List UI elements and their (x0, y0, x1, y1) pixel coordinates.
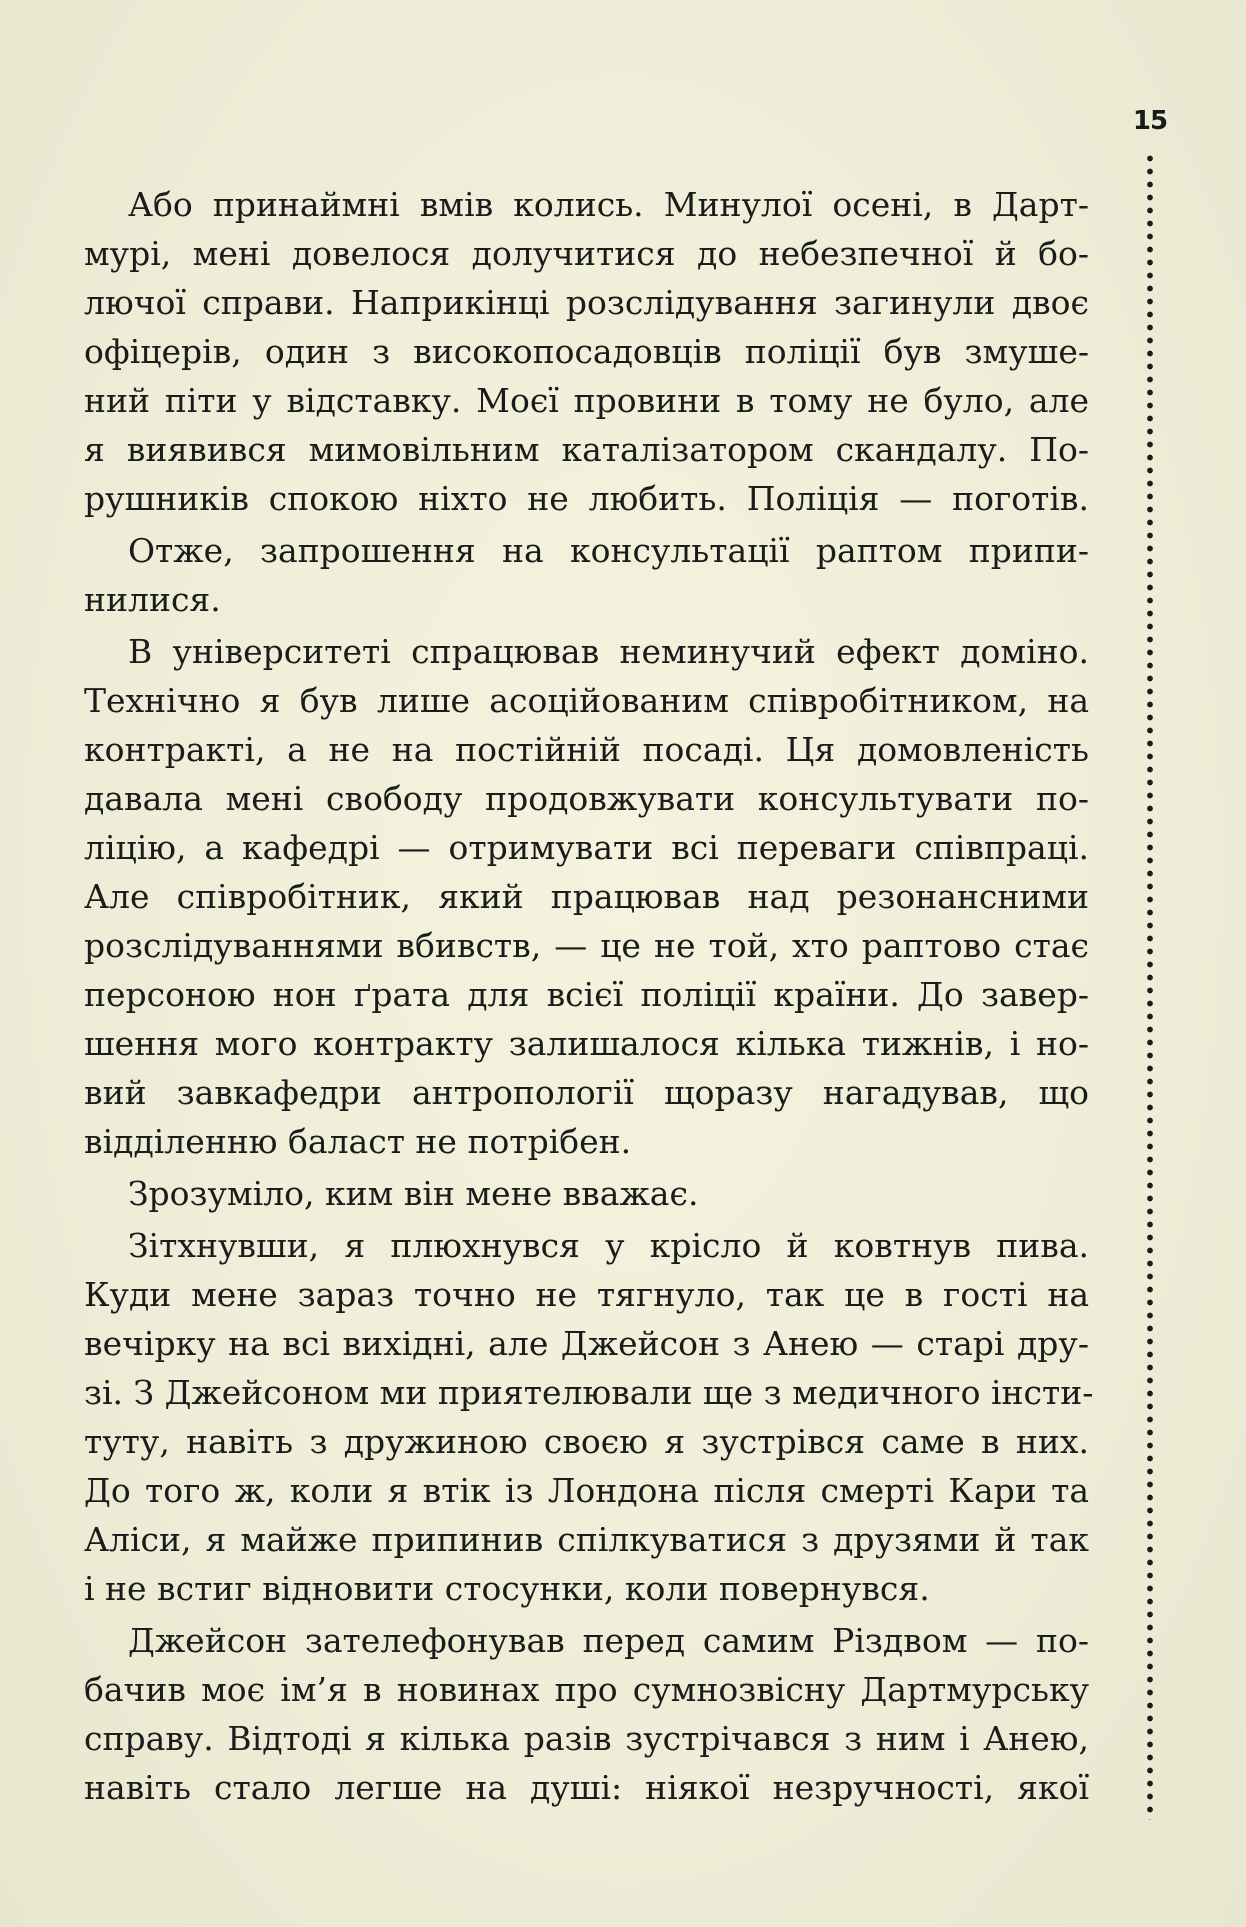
text-line: відділенню баласт не потрібен. (84, 1122, 632, 1161)
text-line: давала мені свободу продовжувати консультувати по- (84, 779, 1089, 818)
text-line: офіцерів, один з високопосадовців поліції був змуше- (84, 332, 1089, 371)
text-line: ний піти у відставку. Моєї провини в тому не було, але (84, 381, 1089, 420)
text-line: Але співробітник, який працював над резонансними (84, 877, 1089, 916)
text-line: Технічно я був лише асоційованим співробітником, на (84, 681, 1089, 720)
text-line: справу. Відтоді я кілька разів зустрічався з ним і Анею, (84, 1719, 1089, 1758)
text-line: Куди мене зараз точно не тягнуло, так це в гості на (84, 1275, 1089, 1314)
paragraph (84, 627, 1089, 1166)
text-line: я виявився мимовільним каталізатором скандалу. По- (84, 430, 1089, 469)
text-line: шення мого контракту залишалося кілька тижнів, і но- (84, 1024, 1089, 1063)
paragraph (84, 180, 1089, 523)
text-line: рушників спокою ніхто не любить. Поліція — поготів. (84, 479, 1089, 518)
text-line: вечірку на всі вихідні, але Джейсон з Анею — старі дру- (84, 1324, 1089, 1363)
text-line: Джейсон зателефонував перед самим Різдвом — по- (128, 1621, 1089, 1660)
text-line: туту, навіть з дружиною своєю я зустрівся саме в них. (84, 1422, 1089, 1461)
text-line: Зрозуміло, ким він мене вважає. (128, 1174, 699, 1213)
text-line: навіть стало легше на душі: ніякої незручності, якої (84, 1768, 1089, 1807)
text-line: лючої справи. Наприкінці розслідування загинули двоє (84, 283, 1089, 322)
text-line: розслідуваннями вбивств, — це не той, хто раптово стає (84, 926, 1089, 965)
text-line: вий завкафедри антропології щоразу нагадував, що (84, 1073, 1089, 1112)
text-line: контракті, а не на постійній посаді. Ця домовленість (84, 730, 1089, 769)
text-line: і не встиг відновити стосунки, коли повернувся. (84, 1569, 930, 1608)
text-line: ліцію, а кафедрі — отримувати всі переваги співпраці. (84, 828, 1089, 867)
text-line: В університеті спрацював неминучий ефект доміно. (128, 632, 1089, 671)
text-line: Аліси, я майже припинив спілкуватися з друзями й так (84, 1520, 1089, 1559)
text-line: зі. З Джейсоном ми приятелювали ще з медичного інсти- (84, 1373, 1094, 1412)
text-line: До того ж, коли я втік із Лондона після смерті Кари та (84, 1471, 1089, 1510)
text-line: Отже, запрошення на консультації раптом припи- (128, 531, 1089, 570)
text-line: нилися. (84, 580, 221, 619)
body-text (84, 180, 1094, 1815)
text-line: Зітхнувши, я плюхнувся у крісло й ковтнув пива. (128, 1226, 1089, 1265)
text-line: мурі, мені довелося долучитися до небезпечної й бо- (84, 234, 1089, 273)
dotted-margin-rule (1146, 152, 1154, 1820)
paragraph (84, 1616, 1089, 1812)
text-line: Або принаймні вмів колись. Минулої осені, в Дарт- (128, 185, 1089, 224)
page-number: 15 (1132, 106, 1168, 136)
paragraph (84, 1221, 1094, 1613)
paragraph (84, 526, 1089, 624)
paragraph (84, 1169, 1089, 1218)
text-line: персоною нон ґрата для всієї поліції країни. До завер- (84, 975, 1089, 1014)
text-line: бачив моє ім’я в новинах про сумнозвісну Дартмурську (84, 1670, 1089, 1709)
